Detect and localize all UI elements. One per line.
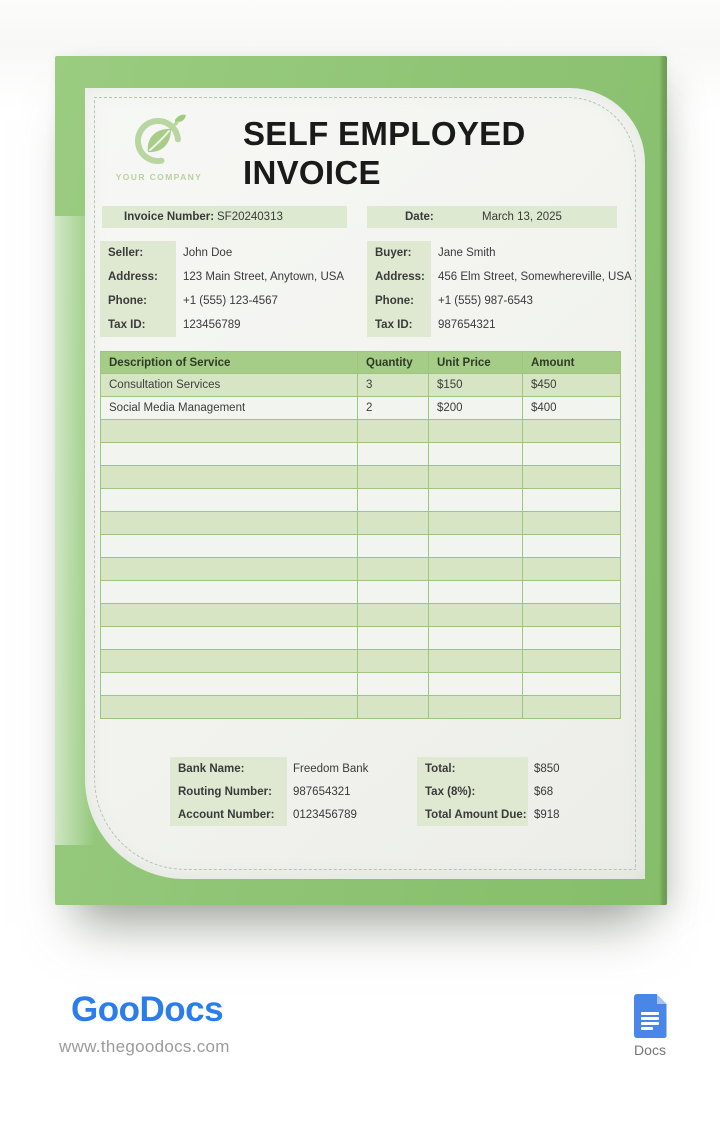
google-docs-icon [634,994,667,1038]
info-label: Phone: [108,295,147,307]
invoice-number-label: Invoice Number: [124,211,215,223]
info-label: Total: [425,762,456,775]
info-label: Address: [108,271,158,283]
info-label: Buyer: [375,247,412,259]
footer [0,940,720,1124]
table-row-empty [101,535,621,558]
invoice-date-bar [367,206,617,228]
table-row [101,374,621,397]
service-table-body [101,374,621,719]
info-value: $68 [534,785,554,798]
invoice-date-label: Date: [405,211,434,223]
invoice-paper [85,88,645,879]
info-value: 987654321 [293,785,351,798]
bank-details-block [170,757,368,826]
invoice-date-value: March 13, 2025 [482,211,562,223]
info-value: Jane Smith [438,247,496,259]
docs-icon-label: Docs [634,1042,666,1058]
folded-corner [657,994,667,1004]
invoice-number-value: SF20240313 [217,211,283,223]
info-label: Routing Number: [178,785,272,798]
table-row-empty [101,489,621,512]
info-value: $918 [534,808,560,821]
info-label: Tax (8%): [425,785,476,798]
info-value: Freedom Bank [293,762,369,775]
google-docs-badge[interactable] [622,994,678,1058]
totals-values [534,757,560,826]
invoice-number-bar [102,206,347,228]
cell-amount: $450 [523,374,621,397]
bank-labels [170,757,287,826]
info-value: 987654321 [438,319,496,331]
info-label: Bank Name: [178,762,245,775]
info-value: 123 Main Street, Anytown, USA [183,271,345,283]
seller-info-block [100,241,344,337]
cell-unit-price: $200 [429,397,523,420]
cell-description: Consultation Services [101,374,358,397]
info-value: $850 [534,762,560,775]
table-row-empty [101,581,621,604]
company-logo [113,108,205,182]
company-name: YOUR COMPANY [115,172,203,182]
cell-amount: $400 [523,397,621,420]
seller-values [183,241,344,337]
info-value: 456 Elm Street, Somewhereville, USA [438,271,632,283]
table-row-empty [101,696,621,719]
info-label: Tax ID: [108,319,146,331]
info-value: John Doe [183,247,233,259]
table-row-empty [101,443,621,466]
site-url-link[interactable]: www.thegoodocs.com [59,1037,230,1056]
cell-unit-price: $150 [429,374,523,397]
services-table [100,351,621,719]
table-row-empty [101,558,621,581]
services-table-header-row [101,352,621,374]
info-value: 123456789 [183,319,241,331]
info-value: +1 (555) 987-6543 [438,295,533,307]
table-header-cell: Amount [523,352,621,374]
info-label: Seller: [108,247,144,259]
table-row-empty [101,650,621,673]
table-row-empty [101,604,621,627]
info-label: Tax ID: [375,319,413,331]
cell-quantity: 3 [358,374,429,397]
info-value: 0123456789 [293,808,357,821]
table-header-cell: Description of Service [101,352,358,374]
table-header-cell: Quantity [358,352,429,374]
table-row-empty [101,420,621,443]
buyer-info-block [367,241,632,337]
table-row-empty [101,627,621,650]
table-header-cell: Unit Price [429,352,523,374]
table-row-empty [101,512,621,535]
table-row-empty [101,673,621,696]
info-label: Phone: [375,295,414,307]
invoice-cover-sheet [55,56,667,905]
invoice-title [243,114,526,192]
info-label: Address: [375,271,425,283]
invoice-title-line1: SELF EMPLOYED [243,115,526,152]
buyer-values [438,241,632,337]
goodocs-logo[interactable]: GooDocs [71,990,224,1029]
info-label: Total Amount Due: [425,808,527,821]
table-row-empty [101,466,621,489]
info-value: +1 (555) 123-4567 [183,295,278,307]
buyer-labels [367,241,431,337]
sheet-page-edge [659,56,667,905]
totals-block [417,757,560,826]
info-label: Account Number: [178,808,275,821]
cell-description: Social Media Management [101,397,358,420]
leaf-logo-icon [131,108,187,170]
table-row [101,397,621,420]
totals-labels [417,757,528,826]
invoice-title-line2: INVOICE [243,154,381,191]
seller-labels [100,241,176,337]
cell-quantity: 2 [358,397,429,420]
bank-values [293,757,368,826]
